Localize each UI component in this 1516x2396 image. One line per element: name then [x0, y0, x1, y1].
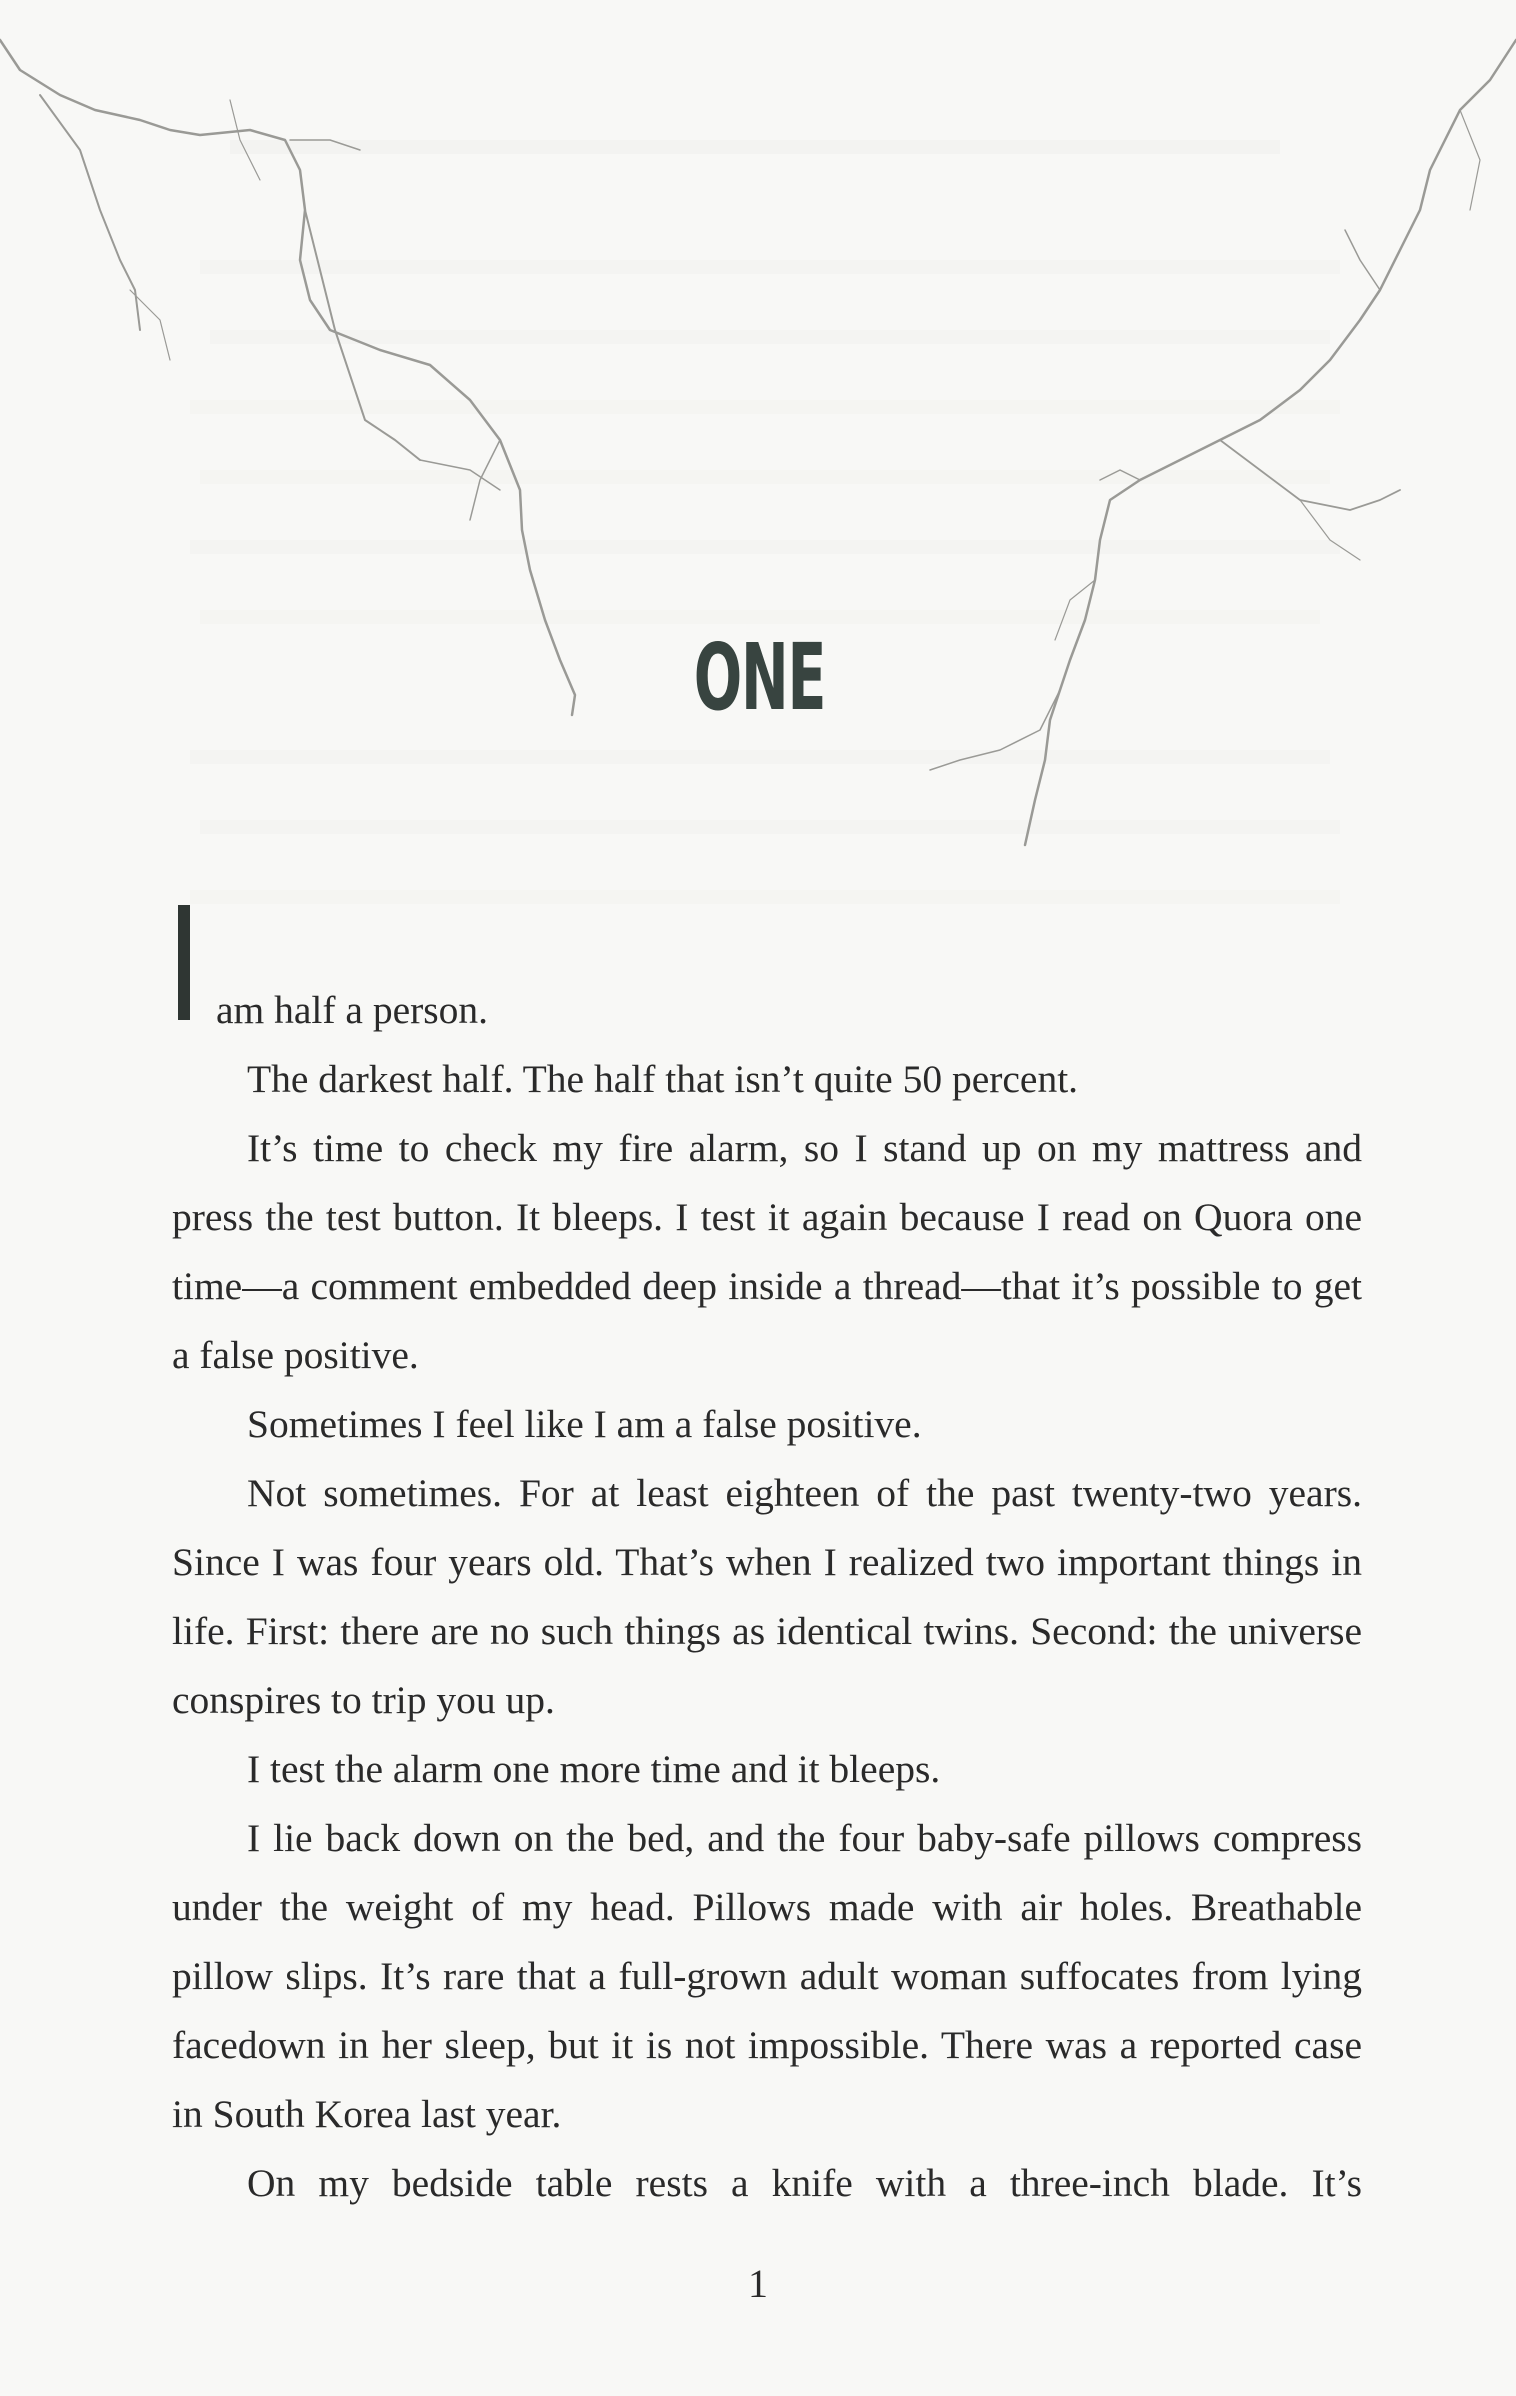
- crack-decoration: [0, 0, 1516, 900]
- paragraph: Not sometimes. For at least eighteen of the past twenty-two years. Since I was four years old. That’s when I realized two important things in life. First: there are no such things as identical twins. Second: the universe conspires to trip you up.: [172, 1471, 1362, 1722]
- paragraph: The darkest half. The half that isn’t quite 50 percent.: [247, 1057, 1079, 1101]
- page-number: 1: [748, 2261, 768, 2306]
- paragraph: am half a person.: [216, 988, 489, 1032]
- chapter-body: [172, 976, 1362, 2218]
- chapter-title: ONE: [693, 624, 826, 731]
- paragraph: It’s time to check my fire alarm, so I stand up on my mattress and press the test button. It bleeps. I test it again because I read on Quora one time—a comment embedded deep inside a thread—that it’s possible to get a false positive.: [172, 1126, 1362, 1377]
- paragraph: On my bedside table rests a knife with a three-inch blade. It’s: [247, 2161, 1362, 2205]
- paragraph: Sometimes I feel like I am a false positive.: [247, 1402, 922, 1446]
- paragraph: I lie back down on the bed, and the four baby-safe pillows compress under the weight of my head. Pillows made with air holes. Breathable pillow slips. It’s rare that a full-grown adult woman suffocates from lying facedown in her sleep, but it is not impossible. There was a reported case in South Korea last year.: [172, 1816, 1362, 2136]
- paragraph: I test the alarm one more time and it bleeps.: [247, 1747, 941, 1791]
